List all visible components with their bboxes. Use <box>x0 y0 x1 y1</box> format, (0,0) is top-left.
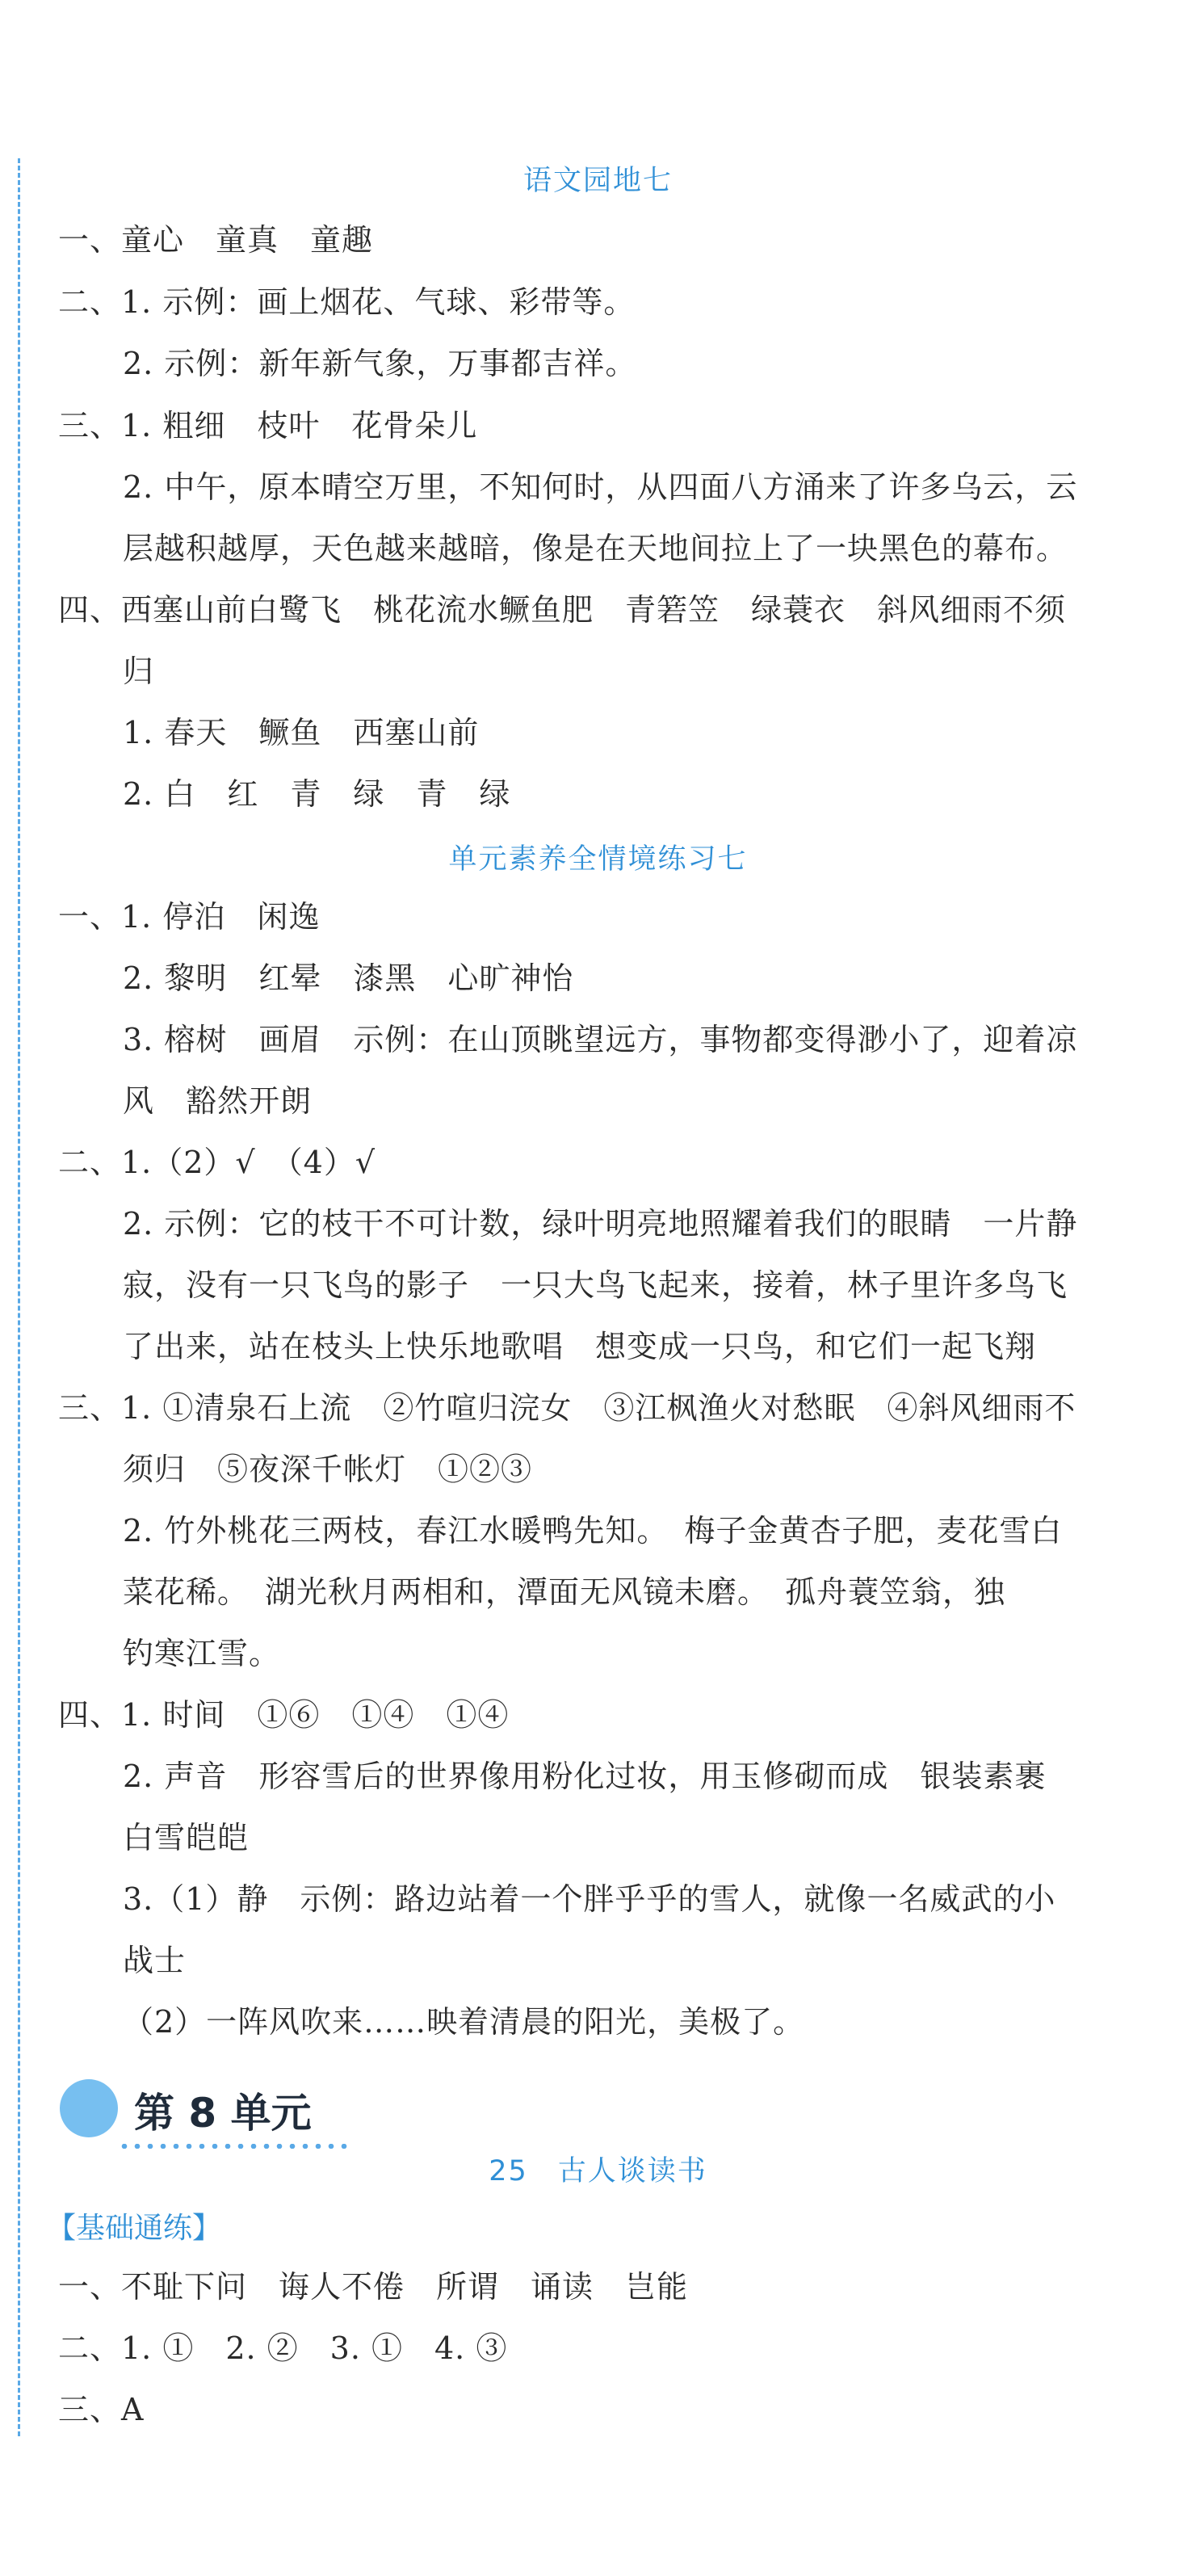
answer-line: 二、1.（2）√ （4）√ <box>58 1145 376 1180</box>
answer-line: 归 <box>123 653 155 689</box>
answer-line: 三、A <box>58 2392 145 2427</box>
answer-line: 层越积越厚，天色越来越暗，像是在天地间拉上了一块黑色的幕布。 <box>123 531 1068 566</box>
answer-line: 1. 春天 鳜鱼 西塞山前 <box>123 715 480 750</box>
answer-line: 白雪皑皑 <box>123 1820 250 1855</box>
answer-line: 须归 ⑤夜深千帐灯 ①②③ <box>123 1452 533 1487</box>
unit-banner <box>57 2070 363 2158</box>
answer-line: 二、1. ① 2. ② 3. ① 4. ③ <box>58 2330 508 2366</box>
answer-line: 2. 白 红 青 绿 青 绿 <box>123 776 511 812</box>
answer-line: 3.（1）静 示例：路边站着一个胖乎乎的雪人，就像一名威武的小 <box>123 1881 1056 1917</box>
answer-line: 钓寒江雪。 <box>123 1636 281 1671</box>
answer-line: 四、西塞山前白鹭飞 桃花流水鳜鱼肥 青箬笠 绿蓑衣 斜风细雨不须 <box>58 592 1067 628</box>
unit-circle-icon <box>60 2079 118 2137</box>
answer-line: 三、1. 粗细 枝叶 花骨朵儿 <box>58 408 478 443</box>
answer-line: 三、1. ①清泉石上流 ②竹喧归浣女 ③江枫渔火对愁眠 ④斜风细雨不 <box>58 1390 1076 1426</box>
answer-line: （2）一阵风吹来……映着清晨的阳光，美极了。 <box>123 2004 805 2040</box>
section-title-unit-practice: 单元素养全情境练习七 <box>448 843 748 876</box>
answer-line: 了出来，站在枝头上快乐地歌唱 想变成一只鸟，和它们一起飞翔 <box>123 1329 1037 1364</box>
answer-line: 3. 榕树 画眉 示例：在山顶眺望远方，事物都变得渺小了，迎着凉 <box>123 1022 1078 1057</box>
answer-line: 二、1. 示例：画上烟花、气球、彩带等。 <box>58 284 636 320</box>
answer-line: 四、1. 时间 ①⑥ ①④ ①④ <box>58 1697 510 1733</box>
answer-line: 寂，没有一只飞鸟的影子 一只大鸟飞起来，接着，林子里许多鸟飞 <box>123 1267 1068 1303</box>
unit-title: 第 8 单元 <box>134 2090 312 2137</box>
answer-line: 一、1. 停泊 闲逸 <box>58 899 321 935</box>
answer-line: 风 豁然开朗 <box>123 1083 313 1119</box>
lesson-title: 25 古人谈读书 <box>489 2155 707 2187</box>
answer-line: 一、不耻下问 诲人不倦 所谓 诵读 岂能 <box>58 2269 689 2305</box>
margin-dashed-rule <box>18 158 20 2436</box>
answer-line: 2. 中午，原本晴空万里，不知何时，从四面八方涌来了许多乌云，云 <box>123 469 1078 505</box>
answer-line: 菜花稀。 湖光秋月两相和，潭面无风镜未磨。 孤舟蓑笠翁，独 <box>123 1574 1006 1610</box>
answer-line: 2. 示例：新年新气象，万事都吉祥。 <box>123 346 637 381</box>
section-label-basic-practice: 【基础通练】 <box>47 2212 222 2245</box>
section-title-yuwen-yuandi: 语文园地七 <box>522 165 673 197</box>
answer-line: 2. 声音 形容雪后的世界像用粉化过妆，用玉修砌而成 银装素裹 <box>123 1759 1047 1794</box>
answer-line: 战士 <box>123 1943 187 1978</box>
answer-line: 2. 示例：它的枝干不可计数，绿叶明亮地照耀着我们的眼睛 一片静 <box>123 1206 1078 1242</box>
answer-line: 2. 竹外桃花三两枝，春江水暖鸭先知。 梅子金黄杏子肥，麦花雪白 <box>123 1513 1063 1549</box>
answer-line: 一、童心 童真 童趣 <box>58 222 374 258</box>
answer-line: 2. 黎明 红晕 漆黑 心旷神怡 <box>123 960 574 996</box>
